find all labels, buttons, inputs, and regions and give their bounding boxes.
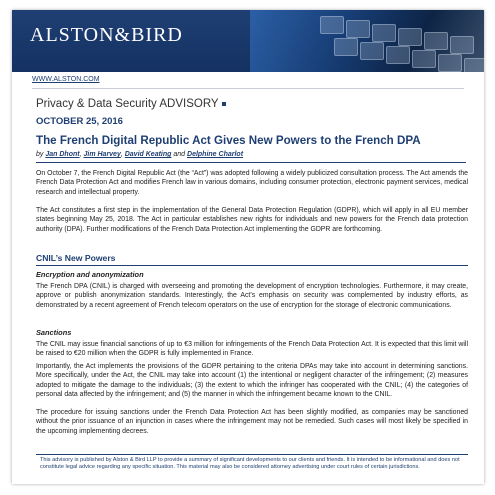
and-text: and [173, 151, 186, 158]
website-link[interactable]: WWW.ALSTON.COM [32, 76, 100, 83]
advisory-page [12, 10, 484, 484]
paragraph-sanctions-procedure: The procedure for issuing sanctions under the French Data Protection Act has been slightly modified, as companies may be sanctioned without the prior issuance of an injunction in cases where the infringement may not be remedied. Such cases will most likely be specified in the upcoming implementing decrees. [36, 409, 468, 435]
keyboard-key [398, 28, 422, 46]
advisory-practice: Privacy & Data Security [36, 98, 157, 110]
section-divider [36, 265, 468, 266]
paragraph-sanctions-limit: The CNIL may issue financial sanctions of up to €3 million for infringements of the French Data Protection Act. It is expected that this limit will be raised to €20 million when the GDPR is fully implemented in France. [36, 341, 468, 358]
square-bullet-icon [222, 102, 226, 106]
author-link-jan-dhont[interactable]: Jan Dhont [45, 151, 80, 158]
keyboard-key [386, 46, 410, 64]
disclaimer-text: This advisory is published by Alston & Bird LLP to provide a summary of significant developments to our clients and friends. It is intended to be informational and does not constitute legal advice regarding any specific situation. This material may also be considered attorney advertising under court rules of certain jurisdictions. [40, 457, 460, 471]
subheading-sanctions: Sanctions [36, 328, 72, 337]
keyboard-key [438, 54, 462, 72]
paragraph-intro: On October 7, the French Digital Republic Act (the “Act”) was adopted following a widely publicized consultation process. The Act amends the French Data Protection Act and modifies French law in various domains, including consumer protection, electronic payment services, medical research and intellectual property. [36, 170, 468, 196]
keyboard-key [334, 38, 358, 56]
subheading-encryption: Encryption and anonymization [36, 270, 144, 279]
firm-logo: ALSTON&BIRD [30, 24, 183, 46]
section-heading-new-powers: CNIL’s New Powers [36, 253, 116, 263]
paragraph-gdpr: The Act constitutes a first step in the implementation of the General Data Protection Regulation (GDPR), which will apply in all EU member states beginning May 25, 2018. The Act in particular establishes new rights for individuals and new powers for the French data protection authority (DPA). Further modifications of the French Data Protection Act implementing the GDPR are forthcoming. [36, 207, 468, 233]
publication-date: OCTOBER 25, 2016 [36, 116, 123, 127]
advisory-caps: ADVISORY [159, 98, 219, 110]
author-link-delphine-charlot[interactable]: Delphine Charlot [187, 151, 244, 158]
footer-divider [36, 454, 468, 455]
title-divider [36, 162, 466, 163]
author-line: by Jan Dhont, Jim Harvey, David Keating and Delphine Charlot [36, 151, 244, 158]
by-text: by [36, 151, 44, 158]
keyboard-key [450, 36, 474, 54]
keyboard-key [464, 58, 484, 72]
author-link-jim-harvey[interactable]: Jim Harvey [83, 151, 121, 158]
header-banner [12, 10, 484, 72]
advisory-label [36, 98, 226, 110]
banner-keyboard-image [250, 10, 484, 72]
keyboard-key [412, 50, 436, 68]
keyboard-key [424, 32, 448, 50]
paragraph-sanctions-criteria: Importantly, the Act implements the provisions of the GDPR pertaining to the criteria DPAs may take into account in determining sanctions. More specifically, under the Act, the CNIL may take into account (1) the intentional or negligent character of the infringement; (2) measures adopted to mitigate the damage to the individuals; (3) the extent to which the infringer has cooperated with the CNIL; (4) the categories of personal data affected by the infringement; and (5) the manner in which the infringement became known to the CNIL. [36, 363, 468, 399]
article-title: The French Digital Republic Act Gives New Powers to the French DPA [36, 134, 421, 147]
header-divider [32, 88, 464, 89]
keyboard-key [372, 24, 396, 42]
banner-logo-panel [12, 10, 250, 72]
paragraph-encryption: The French DPA (CNIL) is charged with overseeing and promoting the development of encryption technologies. Furthermore, it may create, approve or publish anonymization standards. Interestingly, the Act’s emphasis on security was complemented by industry efforts, as demonstrated by a recent agreement of French telecom operators on the use of encryption for the storage of electronic communications. [36, 283, 468, 309]
keyboard-key [360, 42, 384, 60]
author-link-david-keating[interactable]: David Keating [124, 151, 172, 158]
keyboard-key [346, 20, 370, 38]
keyboard-key [320, 16, 344, 34]
